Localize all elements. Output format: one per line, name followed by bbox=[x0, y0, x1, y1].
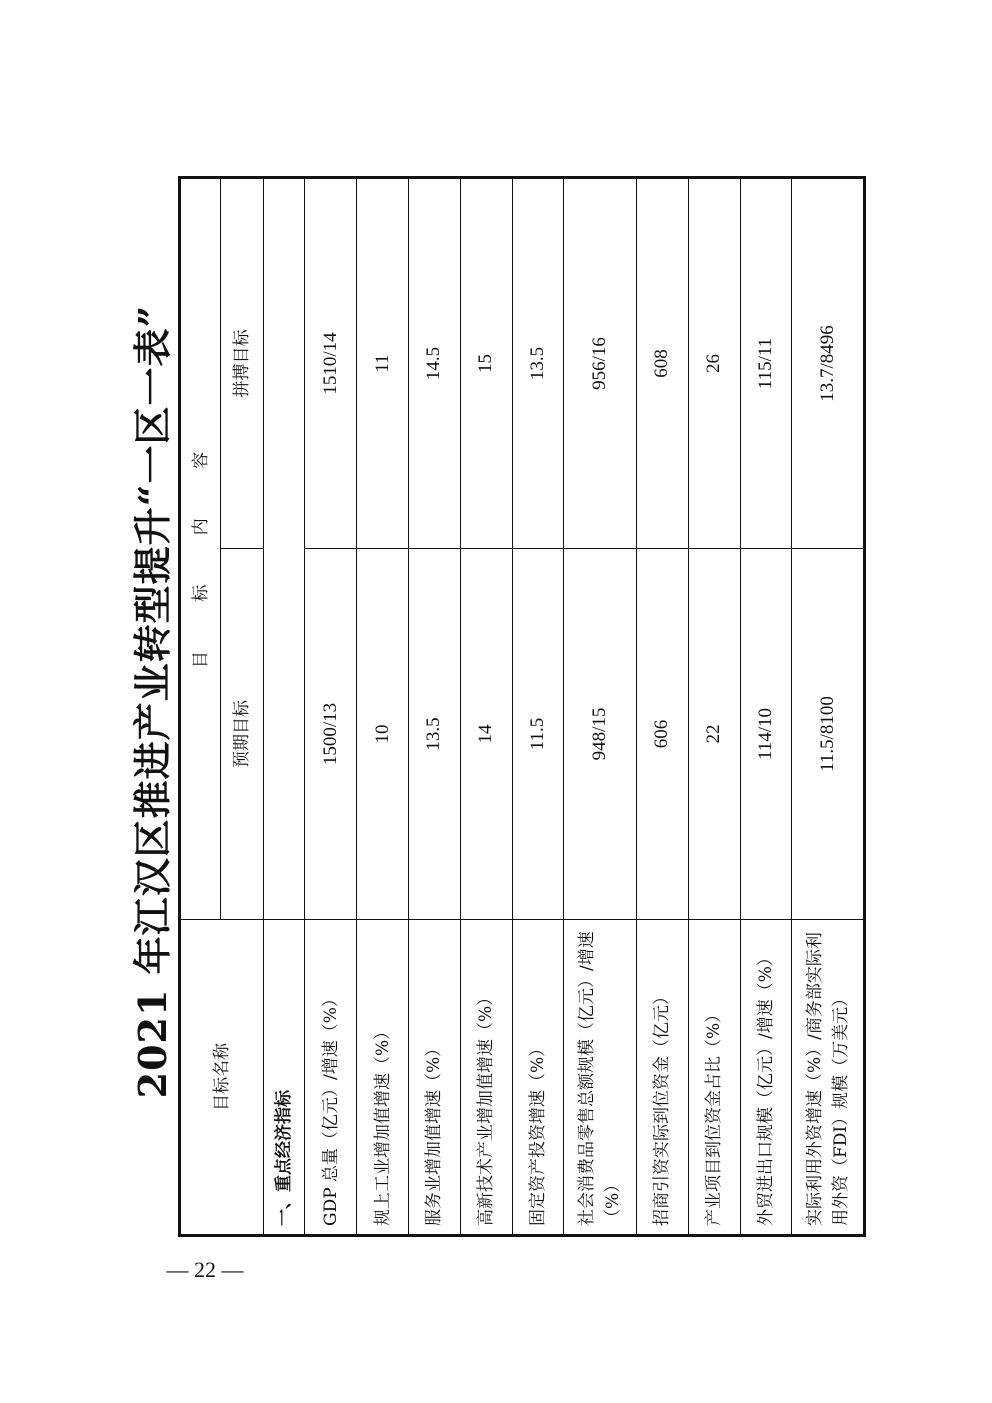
table-row bbox=[792, 178, 865, 1236]
row-name: 招商引资实际到位资金（亿元） bbox=[636, 920, 688, 1236]
row-name: 外贸进出口规模（亿元）/增速（%） bbox=[740, 920, 792, 1236]
table-row bbox=[688, 178, 740, 1236]
row-expected: 10 bbox=[357, 549, 409, 920]
row-push: 13.7/8496 bbox=[792, 178, 865, 549]
table-row bbox=[357, 178, 409, 1236]
row-push: 13.5 bbox=[512, 178, 564, 549]
row-expected: 606 bbox=[636, 549, 688, 920]
page-number: — 22 — bbox=[166, 1257, 244, 1282]
row-push: 26 bbox=[688, 178, 740, 549]
header-target-name: 目标名称 bbox=[180, 920, 264, 1236]
row-expected: 948/15 bbox=[564, 549, 637, 920]
section-empty bbox=[263, 178, 304, 920]
row-push: 608 bbox=[636, 178, 688, 549]
target-table bbox=[178, 176, 866, 1237]
section-label: 一、重点经济指标 bbox=[263, 920, 304, 1236]
row-expected: 1500/13 bbox=[305, 549, 357, 920]
row-name: 固定资产投资增速（%） bbox=[512, 920, 564, 1236]
header-push: 拼搏目标 bbox=[221, 178, 263, 549]
row-push: 115/11 bbox=[740, 178, 792, 549]
section-row bbox=[263, 178, 304, 1236]
table-row bbox=[512, 178, 564, 1236]
table-row bbox=[564, 178, 637, 1236]
row-name: GDP 总量（亿元）/增速（%） bbox=[305, 920, 357, 1236]
row-push: 1510/14 bbox=[305, 178, 357, 549]
table-row bbox=[305, 178, 357, 1236]
table-row bbox=[460, 178, 512, 1236]
page-title: 2021 年江汉区推进产业转型提升“一区一表” bbox=[130, 304, 175, 1099]
table-row bbox=[740, 178, 792, 1236]
row-name: 高新技术产业增加值增速（%） bbox=[460, 920, 512, 1236]
row-name: 产业项目到位资金占比（%） bbox=[688, 920, 740, 1236]
table-header-row bbox=[180, 178, 221, 1236]
row-name: 实际利用外资增速（%）/商务部实际利用外资（FDI）规模（万美元） bbox=[792, 920, 865, 1236]
row-expected: 11.5/8100 bbox=[792, 549, 865, 920]
row-push: 956/16 bbox=[564, 178, 637, 549]
row-push: 15 bbox=[460, 178, 512, 549]
row-name: 规上工业增加值增速（%） bbox=[357, 920, 409, 1236]
row-name: 社会消费品零售总额规模（亿元）/增速（%） bbox=[564, 920, 637, 1236]
row-push: 11 bbox=[357, 178, 409, 549]
row-push: 14.5 bbox=[408, 178, 460, 549]
row-expected: 11.5 bbox=[512, 549, 564, 920]
table-row bbox=[636, 178, 688, 1236]
table-row bbox=[408, 178, 460, 1236]
row-expected: 114/10 bbox=[740, 549, 792, 920]
header-expected: 预期目标 bbox=[221, 549, 263, 920]
row-expected: 22 bbox=[688, 549, 740, 920]
row-name: 服务业增加值增速（%） bbox=[408, 920, 460, 1236]
header-target-content: 目 标 内 容 bbox=[180, 178, 221, 920]
row-expected: 14 bbox=[460, 549, 512, 920]
row-expected: 13.5 bbox=[408, 549, 460, 920]
